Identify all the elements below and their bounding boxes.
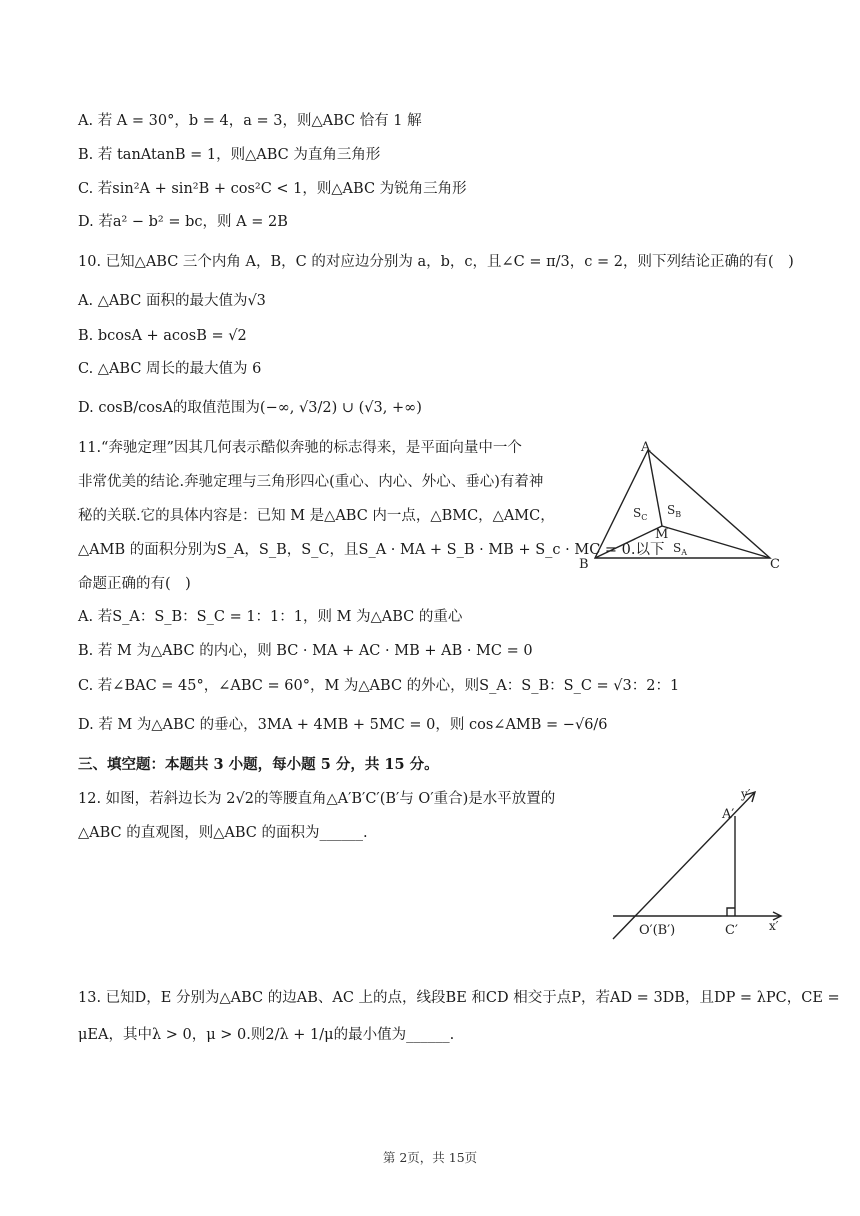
- option-9a: A. 若 A = 30°，b = 4，a = 3，则△ABC 恰有 1 解: [78, 113, 422, 129]
- question-12-line-1: 12. 如图，若斜边长为 2√2的等腰直角△A′B′C′(B′与 O′重合)是水平放置的: [78, 791, 556, 807]
- point-m-label: M: [655, 527, 669, 542]
- point-c-prime-label: C′: [725, 923, 738, 938]
- option-11c: C. 若∠BAC = 45°，∠ABC = 60°，M 为△ABC 的外心，则S_A：S_B：S_C = √3：2：1: [78, 678, 680, 694]
- area-sb-label: $S_B$: [667, 503, 682, 519]
- option-9c: C. 若sin²A + sin²B + cos²C < 1，则△ABC 为锐角三角形: [78, 181, 467, 197]
- section-3-heading: 三、填空题：本题共 3 小题，每小题 5 分，共 15 分。: [78, 756, 439, 773]
- question-11-line-4: △AMB 的面积分别为S_A，S_B，S_C，且S_A · MA + S_B · MB + S_c · MC = 0.以下: [78, 542, 665, 558]
- option-9b: B. 若 tanAtanB = 1，则△ABC 为直角三角形: [78, 147, 381, 163]
- x-axis-label: x′: [769, 919, 779, 933]
- option-10a: A. △ABC 面积的最大值为√3: [78, 293, 266, 309]
- question-11-line-1: 11.“奔驰定理”因其几何表示酷似奔驰的标志得来，是平面向量中一个: [78, 440, 522, 456]
- option-10b: B. bcosA + acosB = √2: [78, 328, 247, 344]
- y-axis-label: y′: [741, 787, 751, 801]
- question-11-line-5: 命题正确的有( ): [78, 576, 191, 592]
- question-11-line-3: 秘的关联.它的具体内容是：已知 M 是△ABC 内一点，△BMC，△AMC，: [78, 508, 555, 524]
- vertex-c-label: C: [770, 557, 780, 572]
- option-11b: B. 若 M 为△ABC 的内心，则 BC · MA + AC · MB + AB · MC = 0: [78, 643, 533, 659]
- question-13-line-2: μEA，其中λ > 0，μ > 0.则2/λ + 1/μ的最小值为______.: [78, 1027, 455, 1043]
- question-10: 10. 已知△ABC 三个内角 A，B，C 的对应边分别为 a，b，c，且∠C = π/3，c = 2，则下列结论正确的有( ): [78, 254, 794, 270]
- question-13-line-1: 13. 已知D，E 分别为△ABC 的边AB、AC 上的点，线段BE 和CD 相交于点P，若AD = 3DB，且DP = λPC，CE =: [78, 990, 840, 1006]
- page-footer: 第 2页，共 15页: [382, 1150, 478, 1165]
- area-sc-label: $S_C$: [633, 506, 648, 522]
- origin-label: O′(B′): [639, 923, 676, 938]
- question-12-line-2: △ABC 的直观图，则△ABC 的面积为______.: [78, 825, 368, 841]
- question-11-line-2: 非常优美的结论.奔驰定理与三角形四心(重心、内心、外心、垂心)有着神: [78, 474, 544, 490]
- option-9d: D. 若a² − b² = bc，则 A = 2B: [78, 214, 288, 230]
- vertex-a-label: A: [641, 440, 651, 455]
- vertex-b-label: B: [579, 557, 589, 572]
- benz-theorem-figure: [575, 438, 785, 578]
- oblique-projection-figure: [605, 784, 795, 946]
- option-10c: C. △ABC 周长的最大值为 6: [78, 361, 262, 377]
- point-a-prime-label: A′: [722, 807, 735, 822]
- option-11d: D. 若 M 为△ABC 的垂心，3MA + 4MB + 5MC = 0，则 cos∠AMB = −√6/6: [78, 717, 608, 733]
- option-10d: D. cosB/cosA的取值范围为(−∞, √3/2) ∪ (√3, +∞): [78, 400, 422, 416]
- option-11a: A. 若S_A：S_B：S_C = 1：1：1，则 M 为△ABC 的重心: [78, 609, 463, 625]
- area-sa-label: $S_A$: [673, 541, 688, 557]
